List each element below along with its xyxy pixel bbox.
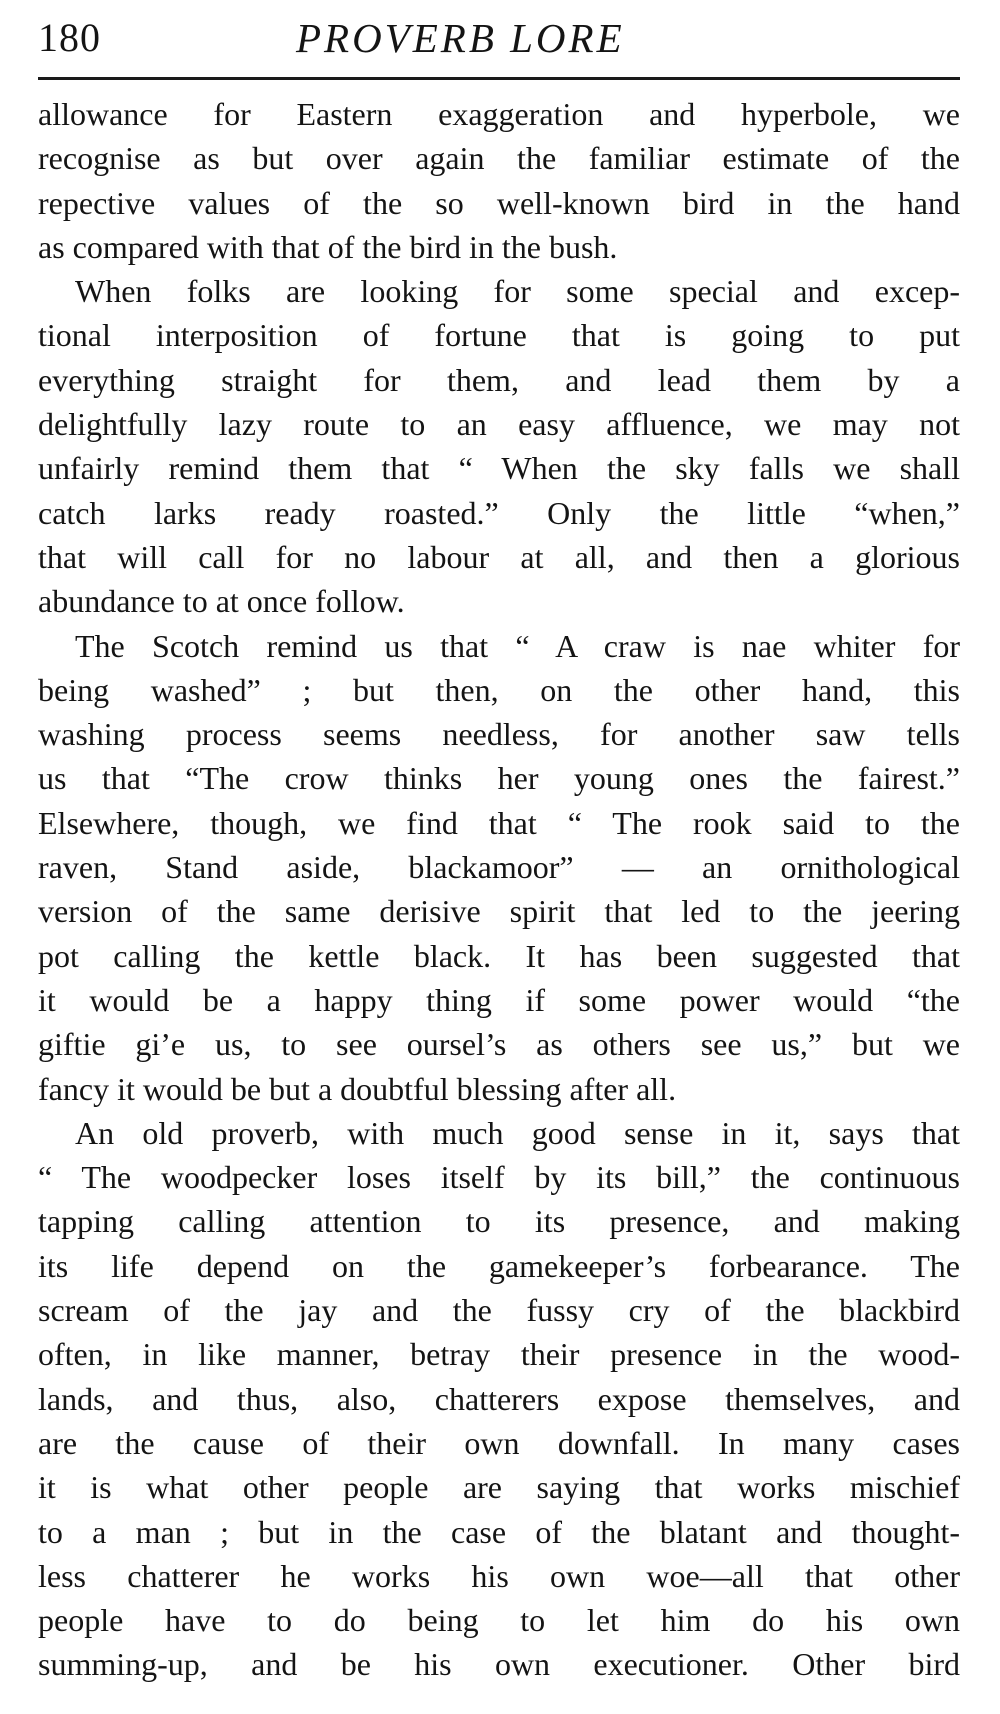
- text-line: allowance for Eastern exaggeration and hyperbole, we: [38, 96, 960, 132]
- paragraph-3: [38, 624, 960, 1111]
- text-line: washing process seems needless, for another saw tells: [38, 716, 960, 753]
- page: [38, 0, 960, 1683]
- text-line: less chatterer he works his own woe—all that other: [38, 1557, 960, 1594]
- page-number: 180: [38, 15, 101, 60]
- text-line: recognise as but over again the familiar estimate of the: [38, 140, 960, 177]
- text-line: being washed” ; but then, on the other hand, this: [38, 671, 960, 708]
- text-line: giftie gi’e us, to see oursel’s as others see us,” but we: [38, 1026, 960, 1063]
- header-rule: [38, 77, 960, 80]
- text-line: as compared with that of the bird in the bush.: [38, 228, 618, 265]
- text-line: us that “The crow thinks her young ones the fairest.”: [38, 760, 960, 797]
- text-line: raven, Stand aside, blackamoor” — an ornithological: [38, 849, 960, 886]
- text-line: delightfully lazy route to an easy affluence, we may not: [38, 406, 960, 443]
- text-line: repective values of the so well-known bird in the hand: [38, 184, 960, 221]
- text-line: it would be a happy thing if some power would “the: [38, 981, 960, 1018]
- text-line: catch larks ready roasted.” Only the little “when,”: [38, 494, 960, 531]
- text-line: often, in like manner, betray their presence in the wood-: [38, 1336, 960, 1373]
- text-line: summing-up, and be his own executioner. Other bird: [38, 1646, 960, 1683]
- text-line: tapping calling attention to its presence, and making: [38, 1203, 960, 1240]
- text-line: fancy it would be but a doubtful blessing after all.: [38, 1070, 677, 1107]
- body-text: [38, 92, 960, 1687]
- text-line: Elsewhere, though, we find that “ The rook said to the: [38, 804, 960, 841]
- text-line: its life depend on the gamekeeper’s forbearance. The: [38, 1247, 960, 1284]
- text-line: are the cause of their own downfall. In many cases: [38, 1424, 960, 1461]
- text-line: tional interposition of fortune that is going to put: [38, 317, 960, 354]
- page-header: [38, 0, 960, 68]
- text-line: unfairly remind them that “ When the sky falls we shall: [38, 450, 960, 487]
- paragraph-2: [38, 269, 960, 623]
- paragraph-4: [38, 1111, 960, 1687]
- text-line: abundance to at once follow.: [38, 583, 405, 620]
- text-line: The Scotch remind us that “ A craw is nae whiter for: [75, 627, 960, 664]
- text-line: When folks are looking for some special and excep-: [75, 273, 960, 310]
- text-line: it is what other people are saying that works mischief: [38, 1469, 960, 1506]
- paragraph-1: [38, 92, 960, 269]
- text-line: “ The woodpecker loses itself by its bill,” the continuous: [38, 1159, 960, 1196]
- text-line: An old proverb, with much good sense in it, says that: [75, 1114, 960, 1151]
- text-line: everything straight for them, and lead them by a: [38, 361, 960, 398]
- text-line: people have to do being to let him do his own: [38, 1602, 960, 1639]
- text-line: lands, and thus, also, chatterers expose themselves, and: [38, 1380, 960, 1417]
- text-line: pot calling the kettle black. It has been suggested that: [38, 937, 960, 974]
- text-line: version of the same derisive spirit that led to the jeering: [38, 893, 960, 930]
- text-line: scream of the jay and the fussy cry of the blackbird: [38, 1292, 960, 1329]
- running-title: PROVERB LORE: [296, 15, 625, 61]
- text-line: to a man ; but in the case of the blatant and thought-: [38, 1513, 960, 1550]
- text-line: that will call for no labour at all, and then a glorious: [38, 538, 960, 575]
